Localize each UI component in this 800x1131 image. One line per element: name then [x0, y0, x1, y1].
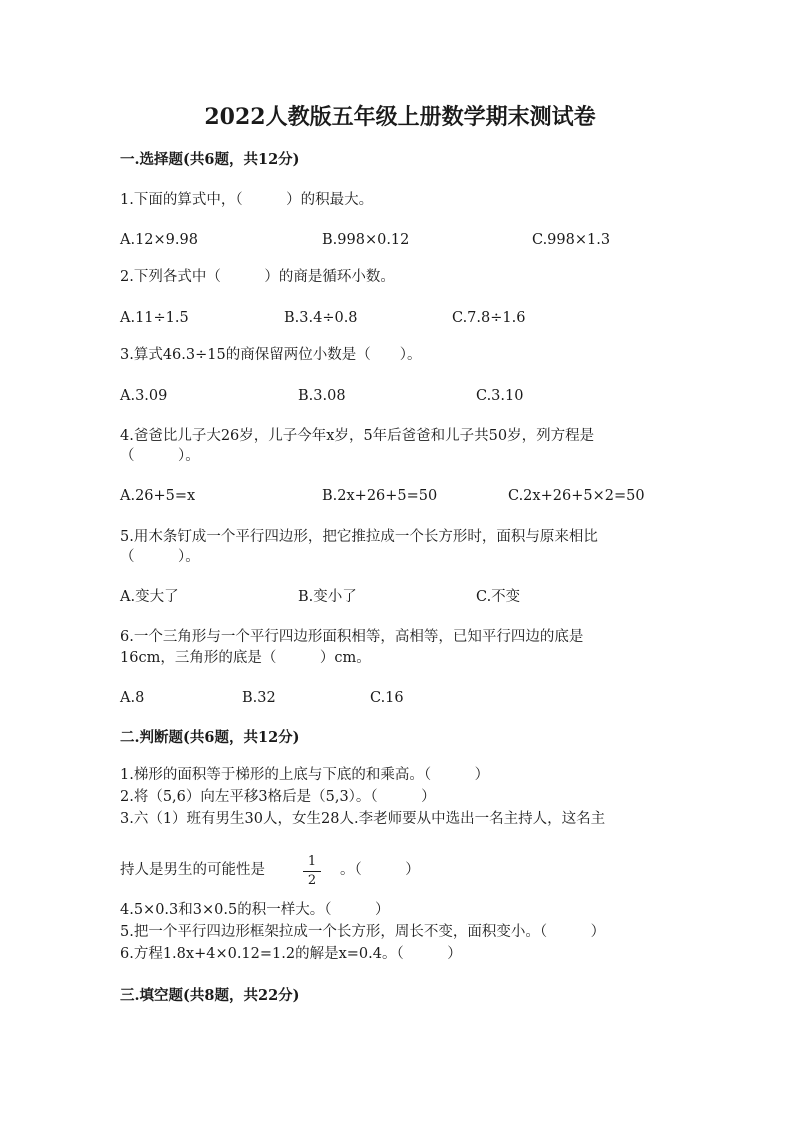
option: A.26+5=x — [120, 488, 196, 504]
section-heading-judgement: 二.判断题(共6题，共12分) — [120, 729, 300, 746]
list-item: 6.方程1.8x+4×0.12=1.2的解是x=0.4。（ ） — [120, 946, 462, 962]
list-item: 。（ ） — [340, 862, 420, 878]
question-stem: 5.用木条钉成一个平行四边形，把它推拉成一个长方形时，面积与原来相比 — [120, 529, 598, 545]
option: B.变小了 — [298, 589, 357, 605]
option: B.3.08 — [298, 388, 346, 404]
fraction-numerator: 1 — [307, 854, 317, 869]
section-heading-choice: 一.选择题(共6题，共12分) — [120, 151, 300, 168]
question-stem: （ ）。 — [120, 448, 200, 464]
option: A.12×9.98 — [120, 232, 198, 248]
question-stem: （ ）。 — [120, 549, 200, 565]
option: A.8 — [120, 690, 145, 706]
option: B.32 — [242, 690, 276, 706]
question-stem: 3.算式46.3÷15的商保留两位小数是（ ）。 — [120, 347, 422, 363]
option: C.998×1.3 — [532, 232, 611, 248]
list-item: 1.梯形的面积等于梯形的上底与下底的和乘高。（ ） — [120, 767, 490, 783]
option: A.3.09 — [120, 388, 168, 404]
fraction — [300, 854, 324, 889]
list-item: 2.将（5,6）向左平移3格后是（5,3）。（ ） — [120, 789, 436, 805]
option: C.3.10 — [476, 388, 524, 404]
question-stem: 16cm，三角形的底是（ ）cm。 — [120, 650, 371, 666]
option: C.16 — [370, 690, 404, 706]
list-item: 持人是男生的可能性是 — [120, 862, 265, 878]
option: A.11÷1.5 — [120, 310, 189, 326]
option: B.3.4÷0.8 — [284, 310, 358, 326]
question-stem: 6.一个三角形与一个平行四边形面积相等，高相等，已知平行四边的底是 — [120, 629, 584, 645]
list-item: 5.把一个平行四边形框架拉成一个长方形，周长不变，面积变小。（ ） — [120, 924, 606, 940]
option: A.变大了 — [120, 589, 179, 605]
option: C.不变 — [476, 589, 521, 605]
question-stem: 4.爸爸比儿子大26岁，儿子今年x岁，5年后爸爸和儿子共50岁，列方程是 — [120, 428, 595, 444]
question-stem: 1.下面的算式中，（ ）的积最大。 — [120, 192, 374, 208]
option: C.2x+26+5×2=50 — [508, 488, 645, 504]
fraction-denominator: 2 — [307, 873, 317, 888]
section-heading-fill-in: 三.填空题(共8题，共22分) — [120, 987, 300, 1004]
question-stem: 2.下列各式中（ ）的商是循环小数。 — [120, 269, 395, 285]
list-item: 4.5×0.3和3×0.5的积一样大。（ ） — [120, 902, 390, 918]
option: C.7.8÷1.6 — [452, 310, 526, 326]
page-title: 2022人教版五年级上册数学期末测试卷 — [204, 104, 596, 130]
option: B.998×0.12 — [322, 232, 410, 248]
option: B.2x+26+5=50 — [322, 488, 438, 504]
fraction-bar — [303, 871, 321, 872]
list-item: 3.六（1）班有男生30人，女生28人.李老师要从中选出一名主持人，这名主 — [120, 811, 606, 827]
